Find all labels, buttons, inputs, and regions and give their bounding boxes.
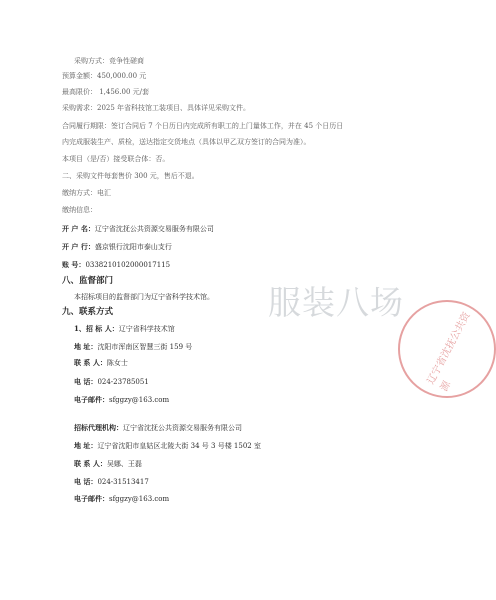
consortium-statement: 本项目（是/否）接受联合体：否。 (62, 155, 170, 163)
buyer-phone-value: 024-23785051 (97, 378, 149, 386)
payment-method: 缴纳方式：电汇 (62, 189, 111, 197)
buyer-email-row (74, 395, 169, 405)
official-seal (398, 300, 496, 398)
buyer-address-value: 沈阳市浑南区智慧三街 159 号 (97, 343, 193, 351)
agent-email-label: 电子邮件： (74, 494, 109, 503)
buyer-address-row (74, 342, 192, 352)
agent-value: 辽宁省沈抚公共资源交易服务有限公司 (123, 424, 242, 432)
procurement-requirement: 采购需求：2025 年省科技馆工装项目、具体详见采购文件。 (62, 104, 251, 112)
buyer-address-label: 地 址： (74, 342, 98, 351)
account-name-value: 辽宁省沈抚公共资源交易服务有限公司 (94, 225, 214, 233)
agent-label: 招标代理机构： (74, 423, 123, 432)
agent-contact-label: 联 系 人： (74, 459, 107, 468)
agent-contact-row (74, 459, 142, 469)
bank-label: 开 户 行： (62, 242, 95, 251)
agent-phone-value: 024-31513417 (97, 478, 149, 486)
account-number-row (62, 260, 170, 270)
budget: 预算金额：450,000.00 元 (62, 72, 147, 80)
contract-period-line1: 合同履行期限：签订合同后 7 个日历日内完成所有职工的上门量体工作，并在 45 个日历日 (62, 122, 344, 130)
buyer-contact-value: 陈女士 (106, 359, 128, 367)
supervision-text: 本招标项目的监督部门为辽宁省科学技术馆。 (74, 293, 214, 301)
contract-period-line2: 内完成服装生产、质检，送达指定交货地点（具体以甲乙双方签订的合同为准）。 (62, 138, 311, 146)
agent-email-value: sfggzy@163.com (109, 495, 170, 503)
agent-row (74, 423, 242, 433)
account-name-label: 开 户 名： (62, 224, 95, 233)
agent-phone-label: 电 话： (74, 477, 98, 486)
account-name-row (62, 224, 214, 234)
payment-info-label: 缴纳信息： (62, 206, 97, 214)
buyer-label: 1、招 标 人： (74, 324, 119, 333)
buyer-row (74, 324, 175, 334)
buyer-email-label: 电子邮件： (74, 395, 109, 404)
seal-text: 辽宁省沈抚公共资源 (425, 310, 473, 394)
bank-row (62, 242, 172, 252)
buyer-phone-row (74, 377, 149, 387)
buyer-email-value: sfggzy@163.com (109, 396, 170, 404)
bank-value: 盛京银行沈阳市泰山支行 (94, 243, 172, 251)
buyer-contact-label: 联 系 人： (74, 358, 107, 367)
buyer-value: 辽宁省科学技术馆 (118, 325, 175, 333)
max-price: 最高限价： 1,456.00 元/套 (62, 88, 149, 96)
buyer-phone-label: 电 话： (74, 377, 98, 386)
account-number-label: 账 号： (62, 260, 86, 269)
agent-phone-row (74, 477, 149, 487)
agent-contact-value: 吴娜、王磊 (106, 460, 142, 468)
buyer-contact-row (74, 358, 128, 368)
agent-address-label: 地 址： (74, 441, 98, 450)
account-number-value: 0338210102000017115 (85, 261, 171, 269)
section-2-heading: 二、采购文件每套售价 300 元，售后不退。 (62, 172, 199, 180)
procurement-method: 采购方式：竞争性磋商 (74, 57, 144, 65)
agent-email-row (74, 494, 169, 504)
watermark-logo: 服装八场 (268, 283, 404, 322)
section-8-heading: 八、监督部门 (62, 276, 114, 286)
agent-address-row (74, 441, 261, 451)
section-9-heading: 九、联系方式 (62, 307, 114, 317)
agent-address-value: 辽宁省沈阳市皇姑区北陵大街 34 号 3 号楼 1502 室 (97, 442, 261, 450)
